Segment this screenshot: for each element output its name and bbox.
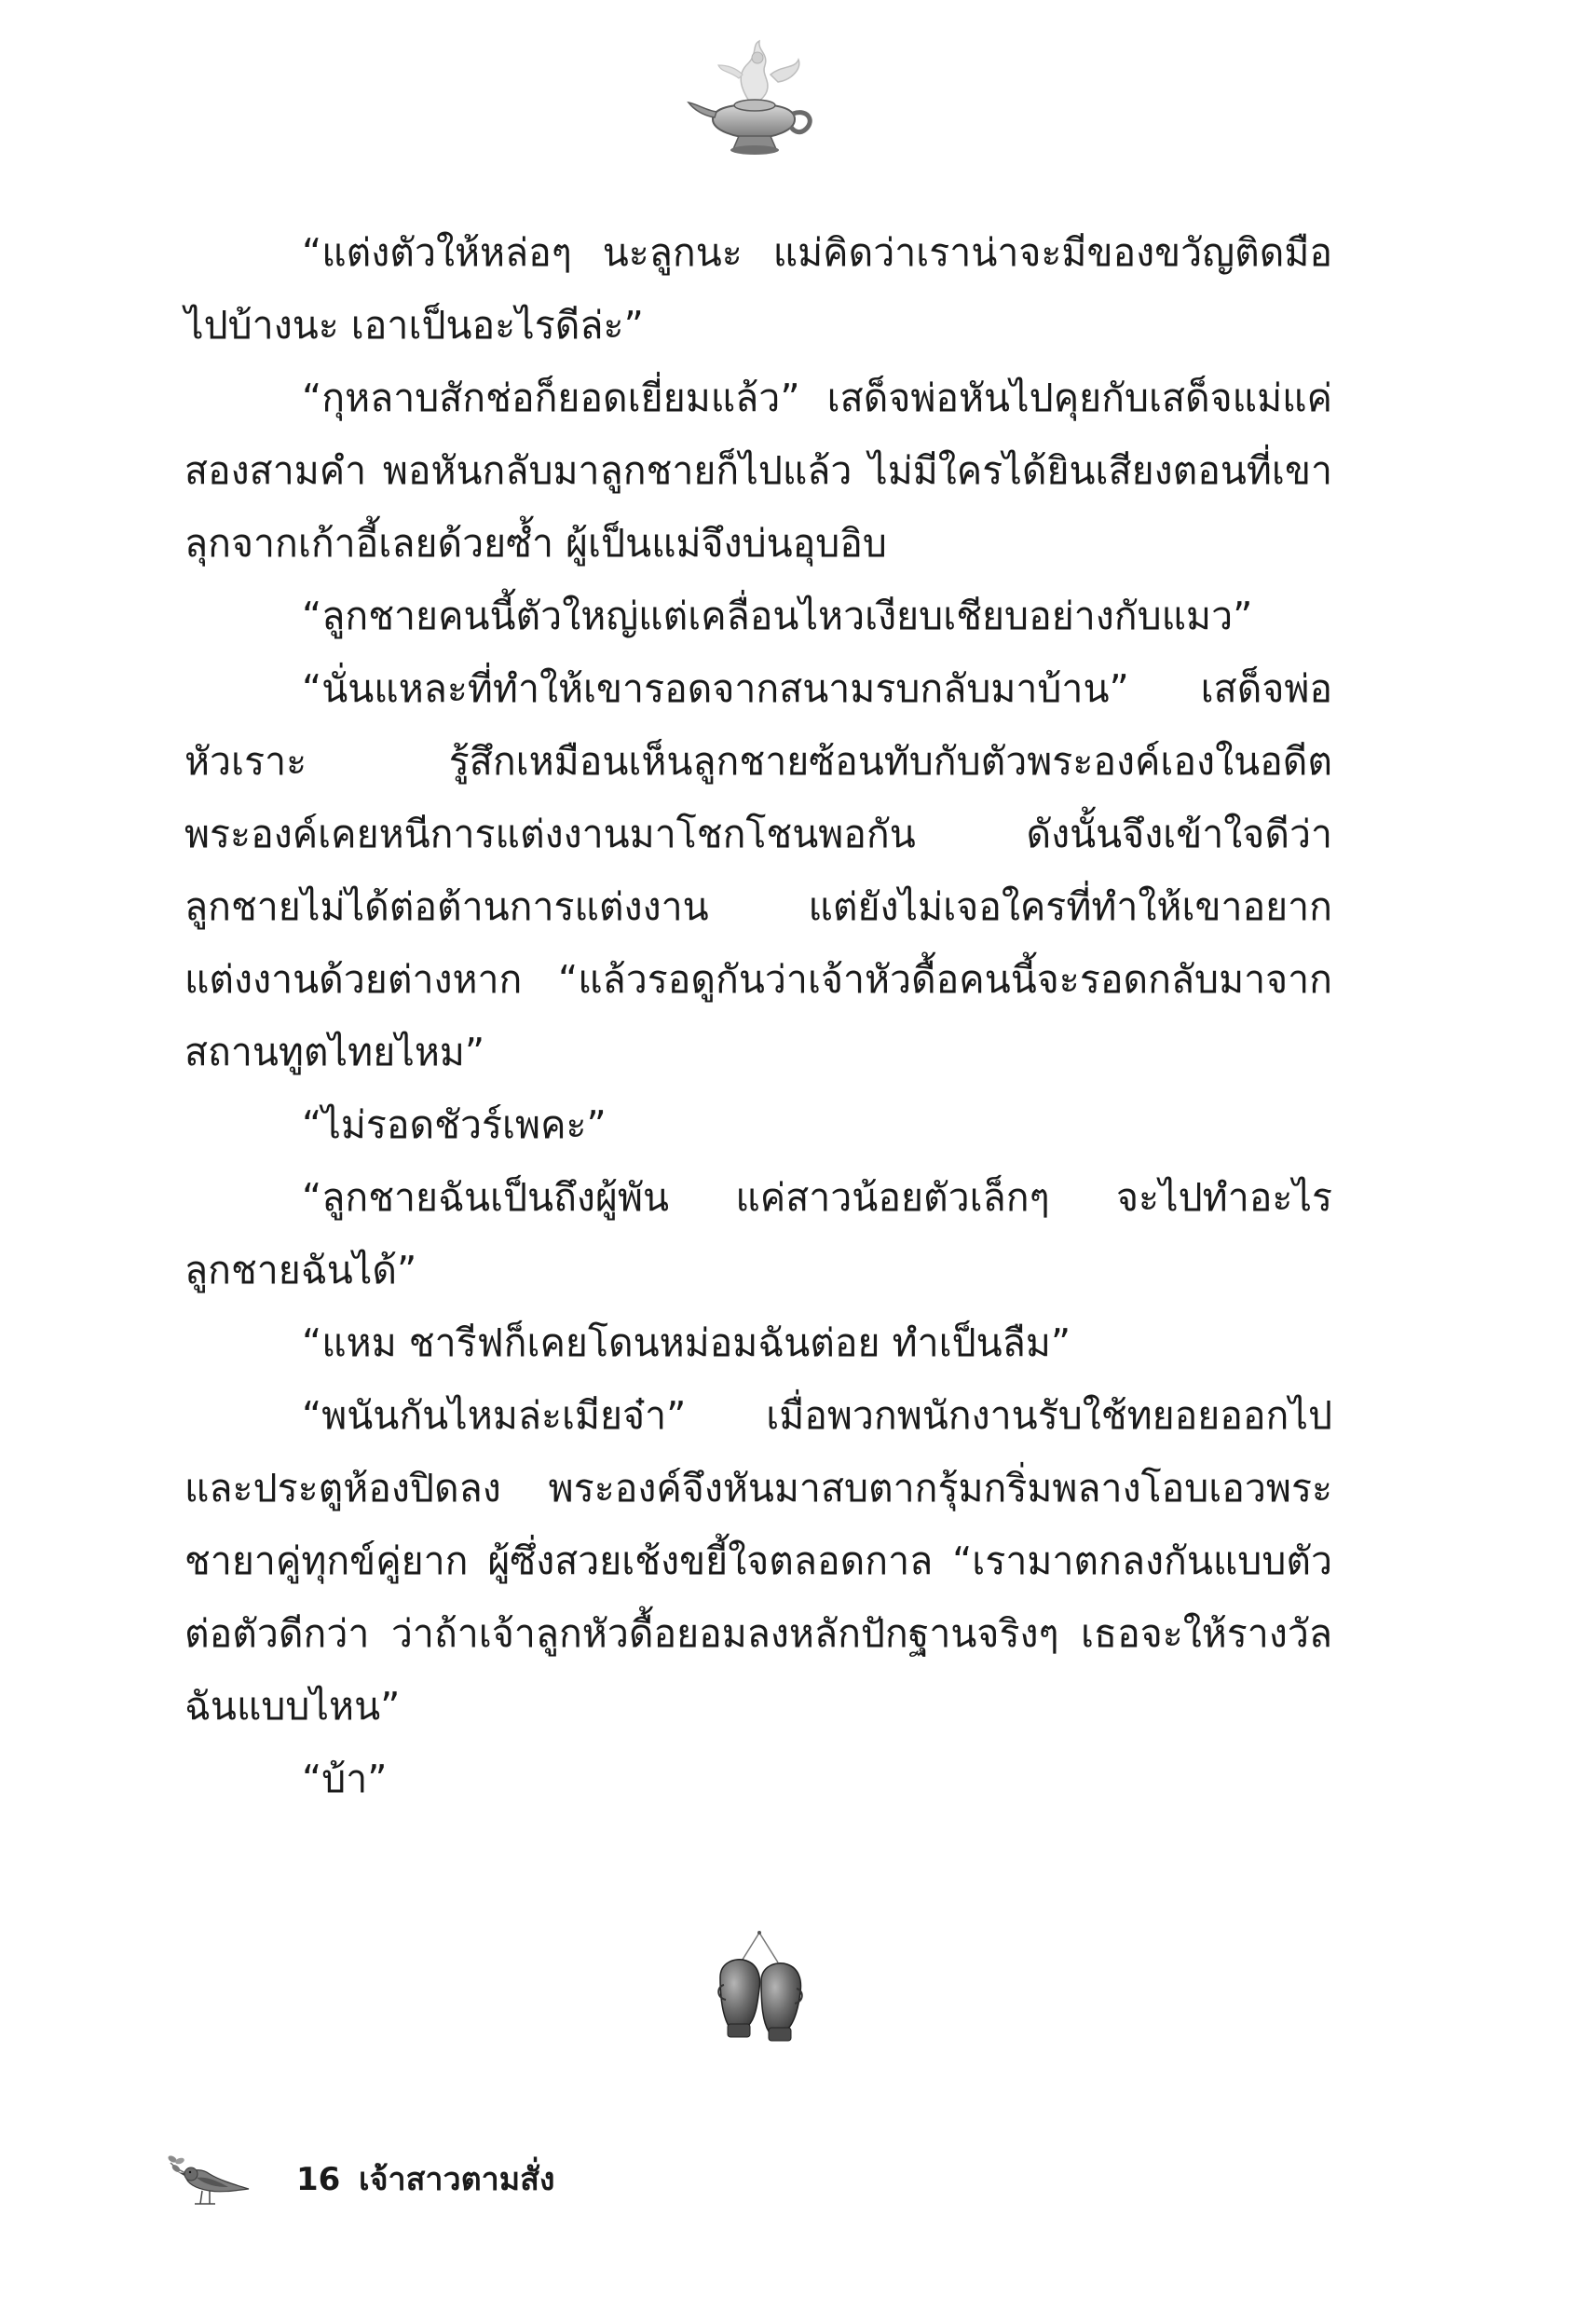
paragraph: “แหม ชารีฟก็เคยโดนหม่อมฉันต่อย ทำเป็นลืม” xyxy=(302,1320,1071,1365)
bird-icon xyxy=(163,2148,256,2213)
paragraph: “ลูกชายคนนี้ตัวใหญ่แต่เคลื่อนไหวเงียบเชียบอย่างกับแมว” xyxy=(302,594,1253,638)
paragraph: “ไม่รอดชัวร์เพคะ” xyxy=(302,1102,607,1147)
paragraph: “พนันกันไหมล่ะเมียจ๋า” เมื่อพวกพนักงานรับใช้ทยอยออกไปและประตูห้องปิดลง พระองค์จึงหันมาสบตากรุ้มกริ่มพลางโอบเอวพระชายาคู่ทุกข์คู่ยาก ผู้ซึ่งสวยเช้งขยี้ใจตลอดกาล “เรามาตกลงกันแบบตัวต่อตัวดีกว่า ว่าถ้าเจ้าลูกหัวดื้อยอมลงหลักปักฐานจริงๆ เธอจะให้รางวัลฉันแบบไหน” xyxy=(184,1393,1332,1729)
paragraph: “นั่นแหละที่ทำให้เขารอดจากสนามรบกลับมาบ้าน” เสด็จพ่อหัวเราะ รู้สึกเหมือนเห็นลูกชายซ้อนทับกับตัวพระองค์เองในอดีต พระองค์เคยหนีการแต่งงานมาโชกโชนพอกัน ดังนั้นจึงเข้าใจดีว่าลูกชายไม่ได้ต่อต้านการแต่งงาน แต่ยังไม่เจอใครที่ทำให้เขาอยากแต่งงานด้วยต่างหาก “แล้วรอดูกันว่าเจ้าหัวดื้อคนนี้จะรอดกลับมาจากสถานทูตไทยไหม” xyxy=(184,666,1332,1074)
paragraph: “ลูกชายฉันเป็นถึงผู้พัน แค่สาวน้อยตัวเล็กๆ จะไปทำอะไรลูกชายฉันได้” xyxy=(184,1175,1332,1292)
page-number: 16 xyxy=(296,2161,341,2198)
book-title: เจ้าสาวตามสั่ง xyxy=(359,2161,555,2198)
page-footer xyxy=(163,2148,815,2213)
paragraph: “กุหลาบสักช่อก็ยอดเยี่ยมแล้ว” เสด็จพ่อหันไปคุยกับเสด็จแม่แค่สองสามคำ พอหันกลับมาลูกชายก็ไปแล้ว ไม่มีใครได้ยินเสียงตอนที่เขาลุกจากเก้าอี้เลยด้วยซ้ำ ผู้เป็นแม่จึงบ่นอุบอิบ xyxy=(184,376,1332,566)
paragraph: “บ้า” xyxy=(302,1757,388,1801)
boxing-gloves-icon xyxy=(703,1929,815,2050)
paragraph: “แต่งตัวให้หล่อๆ นะลูกนะ แม่คิดว่าเราน่าจะมีของขวัญติดมือไปบ้างนะ เอาเป็นอะไรดีล่ะ” xyxy=(184,230,1332,348)
genie-lamp-icon xyxy=(685,37,825,163)
story-text xyxy=(184,216,1332,1815)
